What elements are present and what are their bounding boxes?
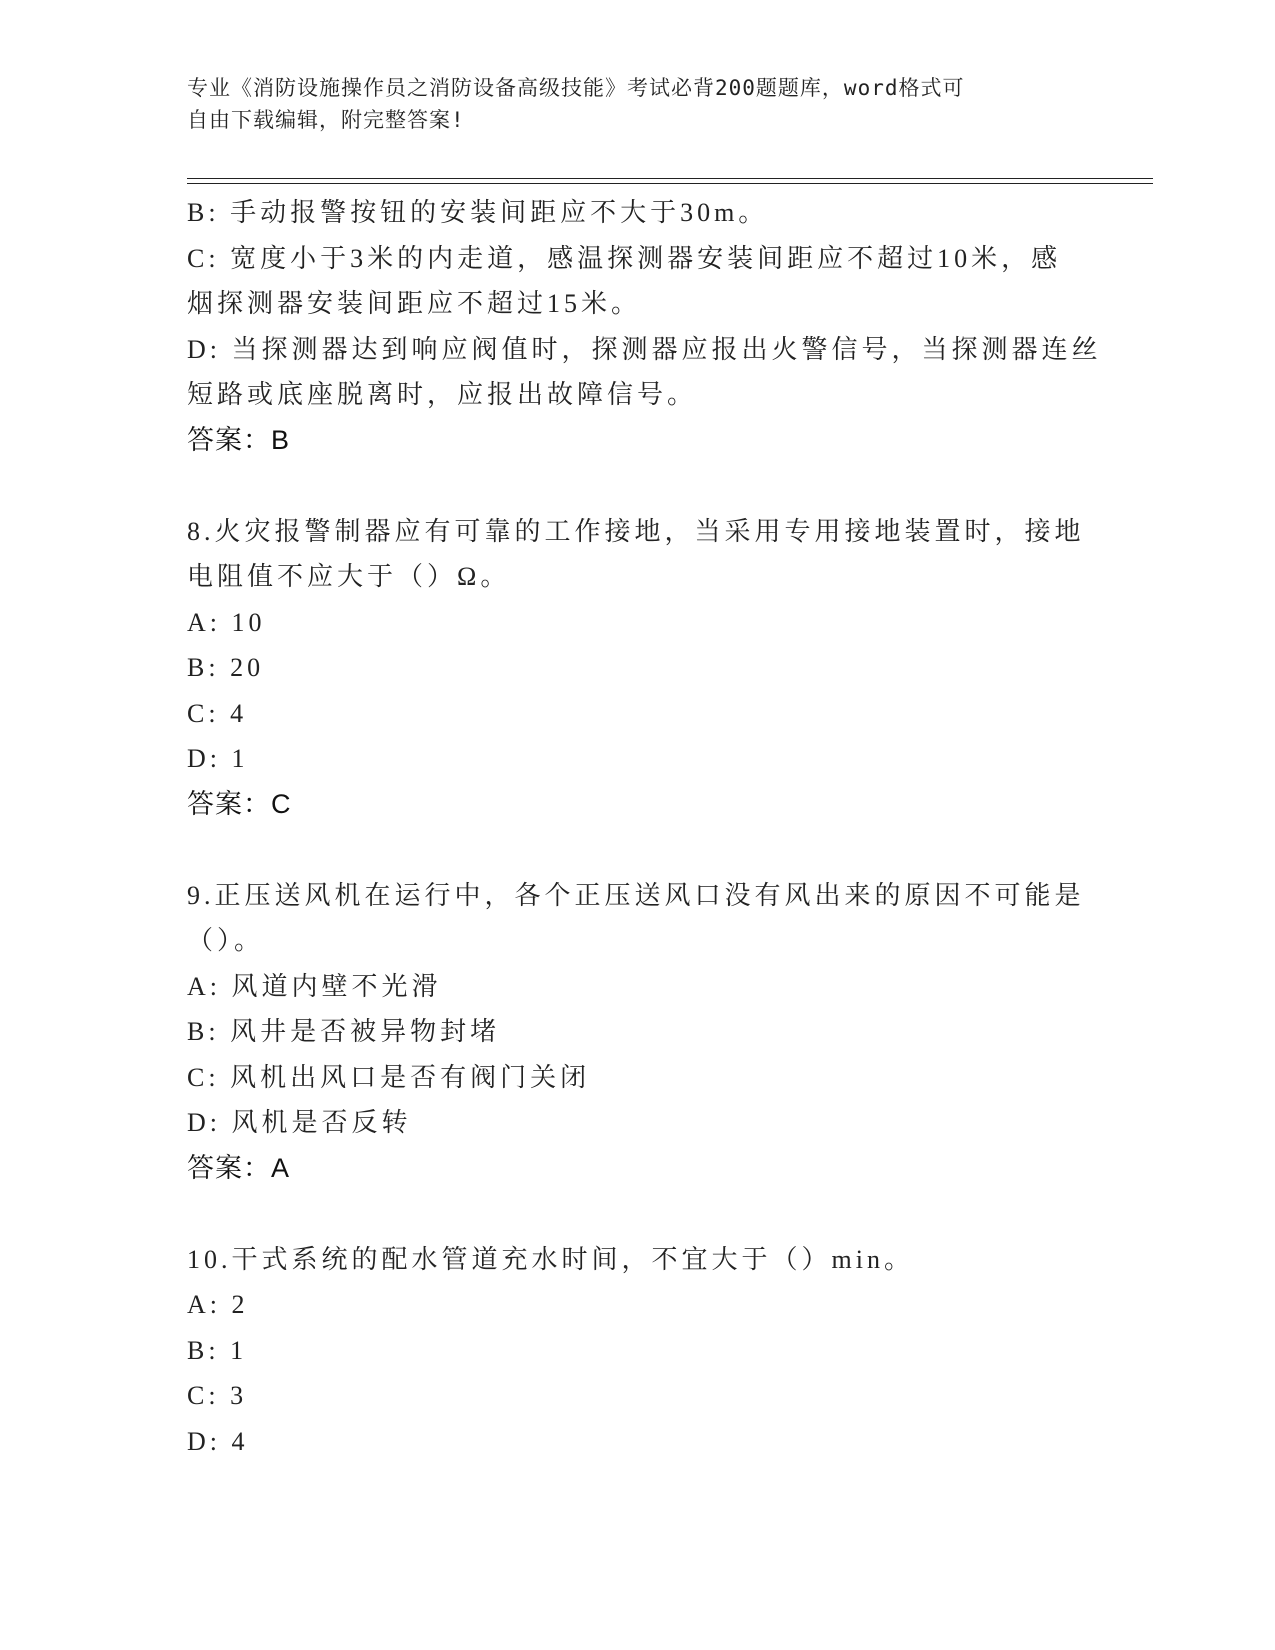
header-line-1: 专业《消防设施操作员之消防设备高级技能》考试必背200题题库，word格式可	[187, 76, 965, 100]
document-header	[187, 72, 1087, 136]
q8-stem-line-2: 电阻值不应大于（）Ω。	[187, 562, 511, 591]
q7-option-c-line-1: C: 宽度小于3米的内走道，感温探测器安装间距应不超过10米，感	[187, 243, 1062, 273]
q8-option-c: C: 4	[187, 698, 248, 728]
document-body	[187, 190, 1102, 1464]
question-7-tail	[187, 190, 1102, 463]
header-divider-bottom	[187, 183, 1153, 184]
q7-option-c-line-2: 烟探测器安装间距应不超过15米。	[187, 289, 642, 318]
q7-option-b: B: 手动报警按钮的安装间距应不大于30m。	[187, 198, 769, 227]
q10-option-a: A: 2	[187, 1290, 249, 1319]
header-divider-top	[187, 178, 1153, 179]
q9-option-c: C: 风机出风口是否有阀门关闭	[187, 1062, 591, 1092]
q9-stem-line-2: （）。	[187, 926, 265, 955]
header-line-2: 自由下载编辑，附完整答案!	[187, 108, 465, 132]
q8-stem-line-1: 8.火灾报警制器应有可靠的工作接地，当采用专用接地装置时，接地	[187, 516, 1085, 546]
q8-option-b: B: 20	[187, 653, 265, 682]
q9-stem-line-1: 9.正压送风机在运行中，各个正压送风口没有风出来的原因不可能是	[187, 880, 1085, 910]
q9-option-b: B: 风井是否被异物封堵	[187, 1017, 501, 1046]
q10-option-c: C: 3	[187, 1381, 248, 1410]
spacer	[187, 463, 1087, 509]
q7-option-d-line-2: 短路或底座脱离时，应报出故障信号。	[187, 380, 698, 409]
spacer	[187, 827, 1087, 873]
question-10	[187, 1237, 1087, 1465]
q7-answer: 答案：B	[187, 424, 291, 455]
q9-option-a: A: 风道内壁不光滑	[187, 971, 442, 1001]
q9-answer: 答案：A	[187, 1152, 291, 1183]
question-8	[187, 509, 1087, 828]
q7-option-d-line-1: D: 当探测器达到响应阀值时，探测器应报出火警信号，当探测器连丝	[187, 334, 1102, 364]
spacer	[187, 1191, 1087, 1237]
q8-option-d: D: 1	[187, 744, 249, 773]
q10-stem-line-1: 10.干式系统的配水管道充水时间，不宜大于（）min。	[187, 1244, 914, 1274]
q8-answer: 答案：C	[187, 788, 292, 819]
q10-option-b: B: 1	[187, 1335, 248, 1365]
q9-option-d: D: 风机是否反转	[187, 1108, 412, 1137]
q8-option-a: A: 10	[187, 607, 266, 637]
q10-option-d: D: 4	[187, 1426, 249, 1456]
question-9	[187, 873, 1087, 1192]
